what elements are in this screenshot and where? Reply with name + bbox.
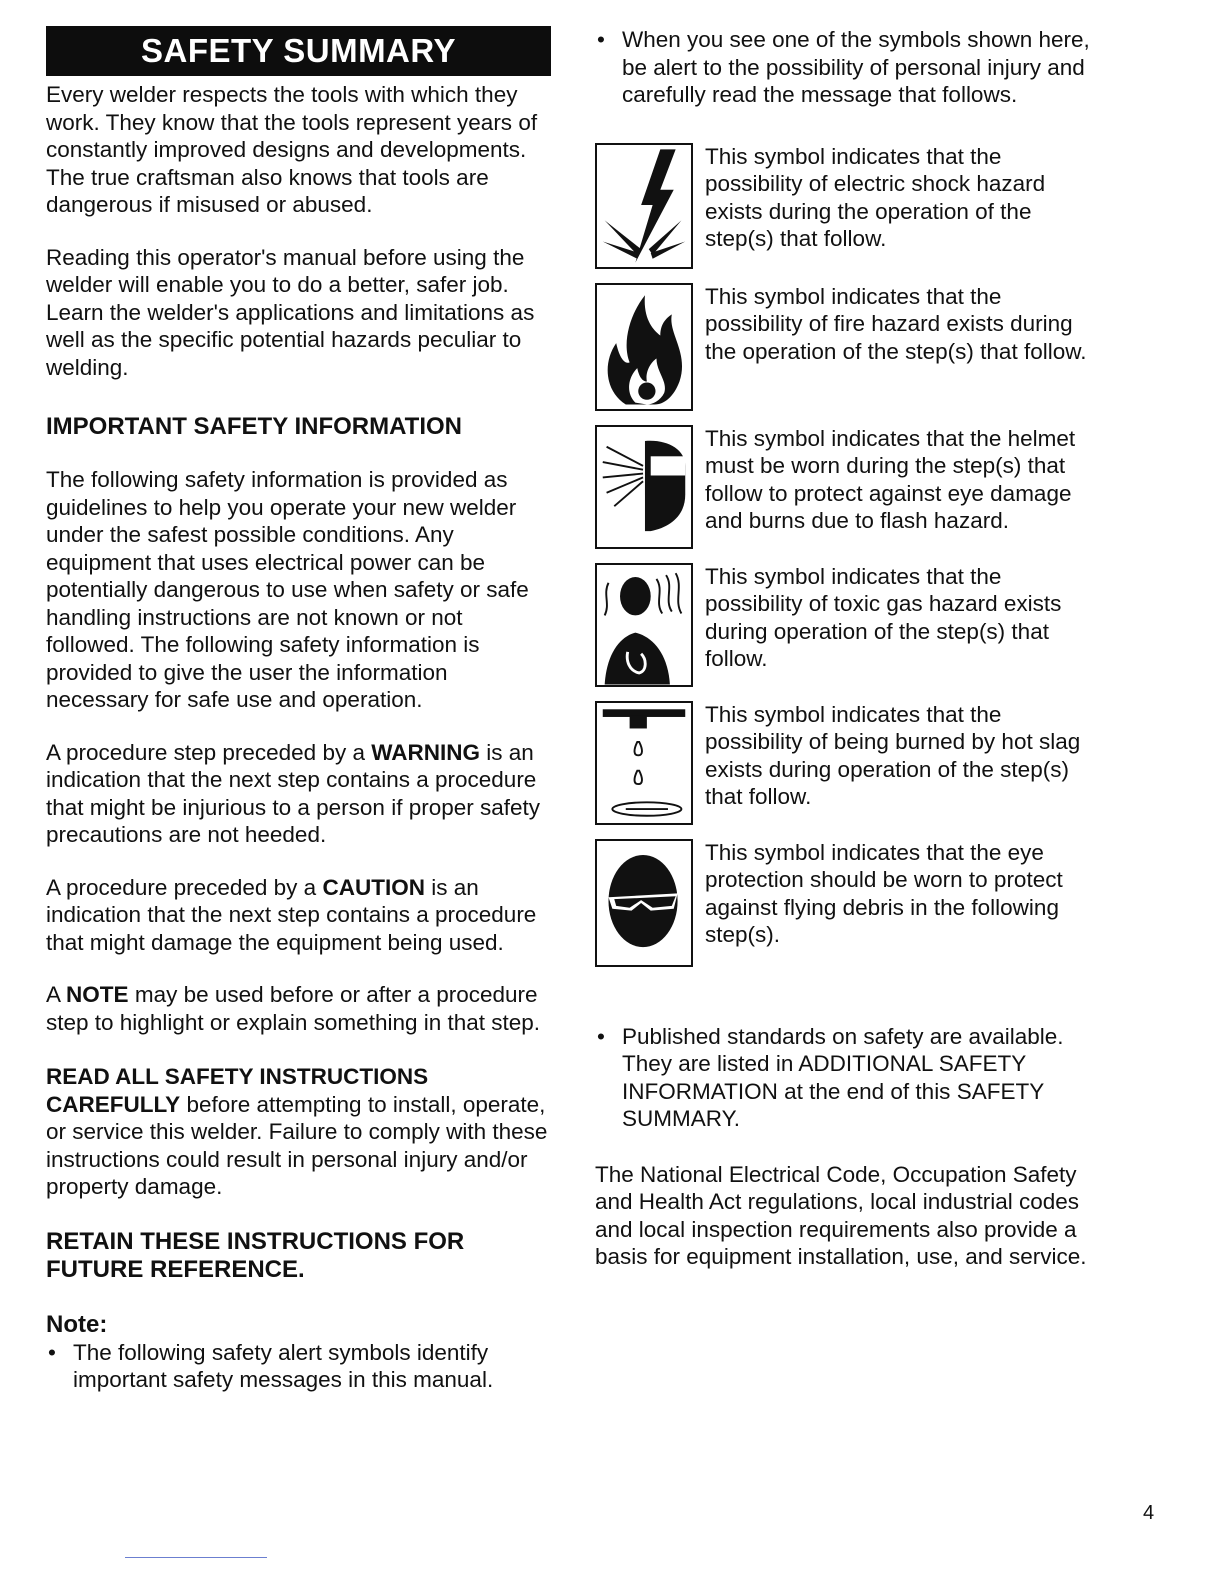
note-paragraph [46,981,551,1036]
intro-paragraph-1: Every welder respects the tools with which they work. They know that the tools represent years of constantly improved designs and developments. The true craftsman also knows that tools are dangerous if misused or abused. [46,82,538,217]
symbol-row-hot-slag [595,701,1095,825]
hot-slag-text: This symbol indicates that the possibility of being burned by hot slag exists during operation of the step(s) that follow. [705,701,1081,809]
symbol-row-toxic-gas [595,563,1095,687]
caution-pre: A procedure preceded by a [46,874,317,900]
symbol-row-fire [595,283,1095,411]
read-all-instructions-paragraph [46,1063,551,1201]
bullet-dot: • [597,1023,605,1049]
note-bullet-text: The following safety alert symbols identify important safety messages in this manual. [73,1339,494,1392]
left-column [46,26,551,1394]
warning-pre: A procedure step preceded by a [46,739,365,765]
note-post: may be used before or after a procedure step to highlight or explain something in that step. [46,982,541,1035]
fire-icon [595,283,693,411]
bullet-dot: • [48,1339,56,1365]
caution-post: is an indication that the next step contains a procedure that might damage the equipment being used. [46,874,537,955]
electric-shock-text: This symbol indicates that the possibility of electric shock hazard exists during the operation of the step(s) that follow. [705,143,1046,251]
eye-protection-text: This symbol indicates that the eye protection should be worn to protect against flying debris in the following step(s). [705,839,1063,947]
right-column [595,26,1095,1271]
codes-paragraph: The National Electrical Code, Occupation Safety and Health Act regulations, local industrial codes and local inspection requirements also provide a basis for equipment installation, use, and service. [595,1161,1087,1269]
hot-slag-icon [595,701,693,825]
important-safety-paragraph: The following safety information is provided as guidelines to help you operate your new welder under the safest possible conditions. Any equipment that uses electrical power can be potentially dangerous to use when safety or safe handling instructions are not known or not followed. The following safety information is provided to give the user the information necessary for safe use and operation. [46,467,529,712]
intro-paragraph-2: Reading this operator's manual before using the welder will enable you to do a better, safer job. Learn the welder's applications and limitations as well as the specific potential hazards peculiar to welding. [46,244,535,380]
helmet-text: This symbol indicates that the helmet must be worn during the step(s) that follow to protect against eye damage and burns due to flash hazard. [705,425,1076,533]
welding-helmet-icon [595,425,693,549]
toxic-gas-icon [595,563,693,687]
caution-paragraph [46,874,551,957]
toxic-gas-text: This symbol indicates that the possibility of toxic gas hazard exists during operation of the step(s) that follow. [705,563,1062,671]
note-pre: A [46,982,60,1007]
note-heading: Note: [46,1310,108,1338]
caution-keyword: CAUTION [322,874,425,900]
warning-keyword: WARNING [371,739,480,765]
symbol-row-eye-protection [595,839,1095,967]
fire-text: This symbol indicates that the possibility of fire hazard exists during the operation of the step(s) that follow. [705,283,1087,364]
electric-shock-icon [595,143,693,269]
bullet-dot: • [597,27,605,52]
symbols-intro-bullet [595,26,1095,109]
symbols-intro-text: When you see one of the symbols shown here, be alert to the possibility of personal injury and carefully read the message that follows. [622,27,1090,107]
footer-rule [125,1557,267,1558]
symbol-row-electric [595,143,1095,269]
standards-bullet [595,1023,1095,1133]
note-keyword: NOTE [66,982,129,1007]
important-safety-heading: IMPORTANT SAFETY INFORMATION [46,413,462,440]
note-bullet [46,1339,551,1394]
eye-protection-icon [595,839,693,967]
read-all-instructions-rest: before attempting to install, operate, or service this welder. Failure to comply with these instructions could result in personal injury and/or property damage. [46,1091,548,1199]
page-number: 4 [1143,1502,1155,1524]
standards-text: Published standards on safety are available. They are listed in ADDITIONAL SAFETY INFORMATION at the end of this SAFETY SUMMARY. [622,1023,1064,1131]
warning-paragraph [46,739,551,849]
safety-summary-banner: SAFETY SUMMARY [46,26,551,76]
symbol-row-helmet [595,425,1095,549]
retain-instructions-heading: RETAIN THESE INSTRUCTIONS FOR FUTURE REFERENCE. [46,1227,465,1283]
warning-post: is an indication that the next step contains a procedure that might be injurious to a person if proper safety precautions are not heeded. [46,739,541,847]
read-all-instructions-bold: READ ALL SAFETY INSTRUCTIONS CAREFULLY [46,1064,429,1117]
